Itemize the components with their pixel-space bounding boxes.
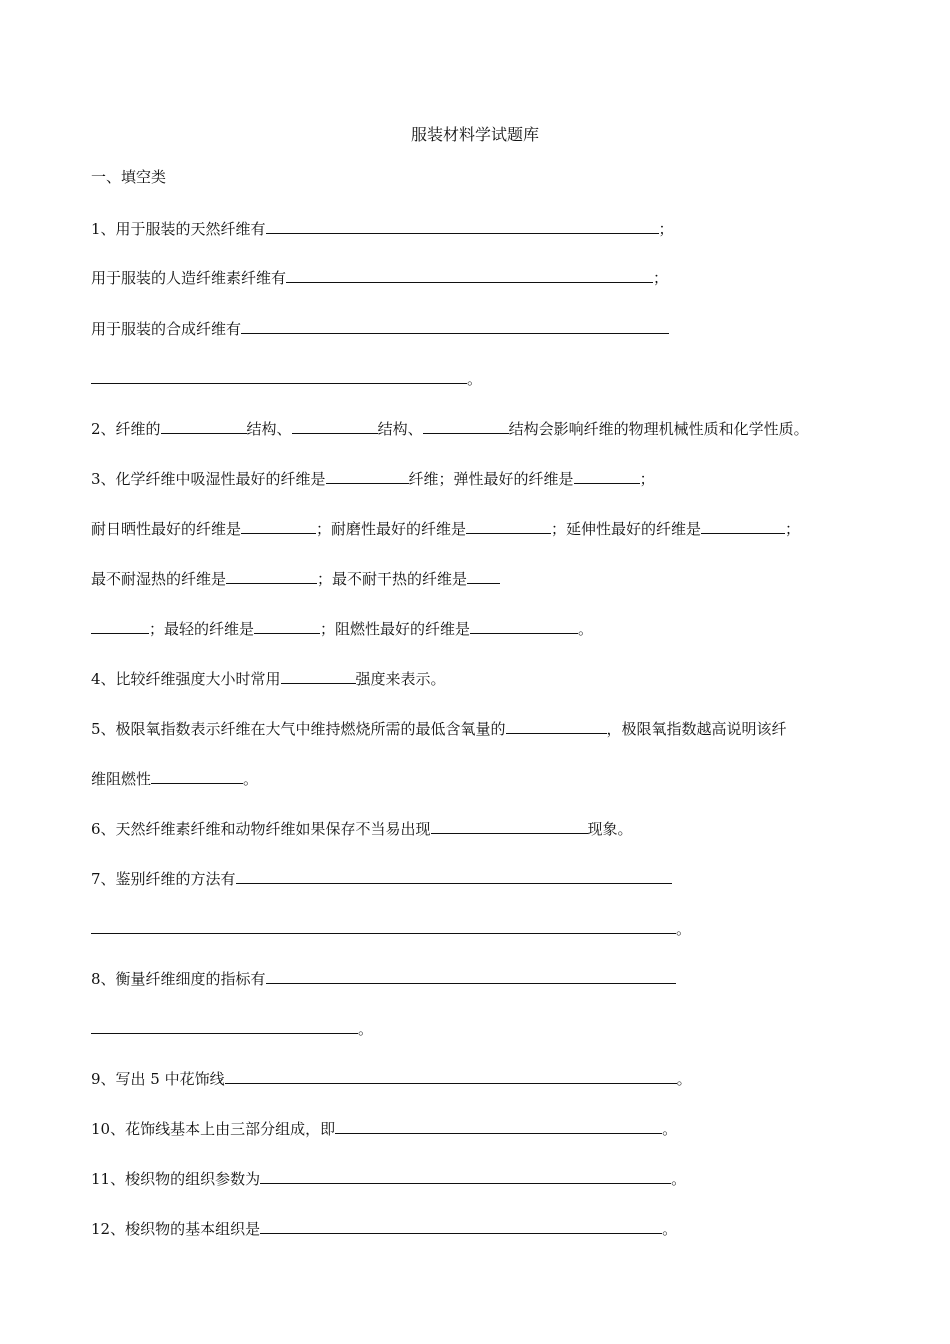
answer-blank[interactable] bbox=[260, 1216, 662, 1234]
question-text: ；阻燃性最好的纤维是 bbox=[320, 620, 471, 638]
question-text: 12、梭织物的基本组织是 bbox=[91, 1220, 261, 1238]
question-text: 最不耐湿热的纤维是 bbox=[91, 570, 227, 588]
answer-blank[interactable] bbox=[236, 866, 672, 884]
question-text: ；最轻的纤维是 bbox=[149, 620, 255, 638]
punctuation: 。 bbox=[676, 1070, 692, 1088]
question-5-line-1 bbox=[91, 716, 787, 738]
question-text: 3、化学纤维中吸湿性最好的纤维是 bbox=[91, 470, 326, 488]
question-text: 强度来表示。 bbox=[355, 670, 446, 688]
question-text: 1、用于服装的天然纤维有 bbox=[91, 220, 266, 238]
question-text: ；延伸性最好的纤维是 bbox=[551, 520, 702, 538]
answer-blank[interactable] bbox=[151, 766, 243, 784]
question-9 bbox=[91, 1066, 692, 1088]
answer-blank[interactable] bbox=[506, 716, 607, 734]
question-text: 8、衡量纤维细度的指标有 bbox=[91, 970, 266, 988]
section-heading: 一、填空类 bbox=[91, 168, 167, 186]
question-text: 4、比较纤维强度大小时常用 bbox=[91, 670, 281, 688]
answer-blank[interactable] bbox=[226, 566, 317, 584]
page-title: 服装材料学试题库 bbox=[410, 125, 539, 144]
question-text: ，极限氧指数越高说明该纤 bbox=[606, 720, 787, 738]
question-6 bbox=[91, 816, 633, 838]
answer-blank[interactable] bbox=[574, 466, 640, 484]
answer-blank[interactable] bbox=[225, 1066, 677, 1084]
question-12 bbox=[91, 1216, 677, 1238]
answer-blank[interactable] bbox=[254, 616, 320, 634]
punctuation: ； bbox=[639, 470, 655, 488]
answer-blank[interactable] bbox=[91, 916, 676, 934]
punctuation: 。 bbox=[671, 1170, 687, 1188]
punctuation: ； bbox=[658, 220, 674, 238]
question-text: 维阻燃性 bbox=[91, 770, 152, 788]
question-text: 2、纤维的 bbox=[91, 420, 161, 438]
answer-blank[interactable] bbox=[467, 566, 500, 584]
question-text: ；耐磨性最好的纤维是 bbox=[316, 520, 467, 538]
question-text: 10、花饰线基本上由三部分组成，即 bbox=[91, 1120, 336, 1138]
question-text: 7、鉴别纤维的方法有 bbox=[91, 870, 236, 888]
question-1-line-1 bbox=[91, 216, 674, 238]
answer-blank[interactable] bbox=[91, 616, 149, 634]
answer-blank[interactable] bbox=[286, 265, 653, 283]
punctuation: 。 bbox=[243, 770, 259, 788]
answer-blank[interactable] bbox=[241, 516, 316, 534]
question-3-line-3 bbox=[91, 566, 500, 588]
question-7-line-2 bbox=[91, 916, 691, 938]
answer-blank[interactable] bbox=[266, 966, 676, 984]
question-text: 结构、 bbox=[246, 420, 292, 438]
answer-blank[interactable] bbox=[466, 516, 551, 534]
answer-blank[interactable] bbox=[431, 816, 588, 834]
question-1-line-2 bbox=[91, 265, 668, 287]
answer-blank[interactable] bbox=[161, 416, 247, 434]
answer-blank[interactable] bbox=[326, 466, 409, 484]
question-10 bbox=[91, 1116, 677, 1138]
question-text: 用于服装的合成纤维有 bbox=[91, 320, 242, 338]
question-3-line-1 bbox=[91, 466, 655, 488]
question-text: 9、写出 5 中花饰线 bbox=[91, 1070, 225, 1088]
question-text: 结构会影响纤维的物理机械性质和化学性质。 bbox=[508, 420, 809, 438]
question-1-line-4 bbox=[91, 366, 482, 388]
punctuation: ； bbox=[785, 520, 801, 538]
answer-blank[interactable] bbox=[701, 516, 785, 534]
answer-blank[interactable] bbox=[260, 1166, 671, 1184]
question-text: ；最不耐干热的纤维是 bbox=[317, 570, 468, 588]
question-text: 现象。 bbox=[587, 820, 633, 838]
question-3-line-4 bbox=[91, 616, 593, 638]
answer-blank[interactable] bbox=[292, 416, 378, 434]
question-7-line-1 bbox=[91, 866, 672, 888]
punctuation: 。 bbox=[578, 620, 594, 638]
question-text: 11、梭织物的组织参数为 bbox=[91, 1170, 261, 1188]
punctuation: 。 bbox=[467, 370, 483, 388]
question-1-line-3 bbox=[91, 316, 669, 338]
answer-blank[interactable] bbox=[91, 1016, 358, 1034]
answer-blank[interactable] bbox=[470, 616, 578, 634]
question-8-line-2 bbox=[91, 1016, 373, 1038]
question-5-line-2 bbox=[91, 766, 258, 788]
answer-blank[interactable] bbox=[335, 1116, 662, 1134]
question-2 bbox=[91, 416, 809, 438]
answer-blank[interactable] bbox=[281, 666, 356, 684]
punctuation: 。 bbox=[662, 1120, 678, 1138]
answer-blank[interactable] bbox=[241, 316, 669, 334]
punctuation: ； bbox=[653, 269, 669, 287]
question-text: 结构、 bbox=[377, 420, 423, 438]
question-3-line-2 bbox=[91, 516, 800, 538]
punctuation: 。 bbox=[662, 1220, 678, 1238]
question-text: 5、极限氧指数表示纤维在大气中维持燃烧所需的最低含氧量的 bbox=[91, 720, 506, 738]
answer-blank[interactable] bbox=[91, 366, 467, 384]
question-text: 用于服装的人造纤维素纤维有 bbox=[91, 269, 287, 287]
question-text: 纤维；弹性最好的纤维是 bbox=[408, 470, 574, 488]
punctuation: 。 bbox=[676, 920, 692, 938]
answer-blank[interactable] bbox=[266, 216, 659, 234]
question-text: 耐日晒性最好的纤维是 bbox=[91, 520, 242, 538]
question-4 bbox=[91, 666, 446, 688]
question-8-line-1 bbox=[91, 966, 676, 988]
punctuation: 。 bbox=[358, 1020, 374, 1038]
question-11 bbox=[91, 1166, 686, 1188]
question-text: 6、天然纤维素纤维和动物纤维如果保存不当易出现 bbox=[91, 820, 431, 838]
answer-blank[interactable] bbox=[423, 416, 509, 434]
